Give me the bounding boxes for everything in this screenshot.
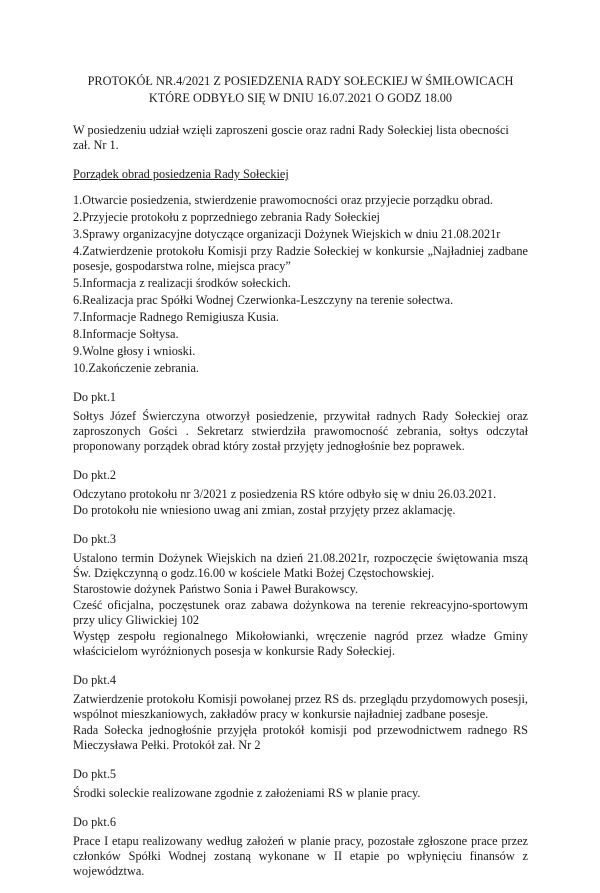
section-pkt-6	[73, 815, 528, 879]
section-heading: Do pkt.5	[73, 767, 117, 781]
section-paragraph: Odczytano protokołu nr 3/2021 z posiedzenia RS które odbyło się w dniu 26.03.2021.	[73, 487, 497, 501]
agenda-item: 1.Otwarcie posiedzenia, stwierdzenie prawomocności oraz przyjecie porządku obrad.	[73, 193, 493, 207]
agenda-item: 9.Wolne głosy i wnioski.	[73, 344, 196, 358]
intro-paragraph: W posiedzeniu udział wzięli zaproszeni goscie oraz radni Rady Sołeckiej lista obecności zał. Nr 1.	[73, 123, 509, 152]
document-page	[73, 73, 528, 893]
title-line-1: PROTOKÓŁ NR.4/2021 Z POSIEDZENIA RADY SOŁECKIEJ W ŚMIŁOWICACH	[87, 74, 514, 88]
section-paragraph: Do protokołu nie wniesiono uwag ani zmian, został przyjęty przez aklamację.	[73, 503, 456, 517]
section-heading: Do pkt.2	[73, 468, 117, 482]
agenda-item: 8.Informacje Sołtysa.	[73, 327, 179, 341]
section-paragraph: Cześć oficjalna, poczęstunek oraz zabawa dożynkowa na terenie rekreacyjno-sportowym przy ulicy Gliwickiej 102	[73, 598, 528, 627]
agenda-item: 5.Informacja z realizacji środków sołeckich.	[73, 276, 291, 290]
section-paragraph: Rada Sołecka jednogłośnie przyjęła protokół komisji pod przewodnictwem radnego RS Mieczysława Pełki. Protokół zał. Nr 2	[73, 723, 528, 752]
section-heading: Do pkt.4	[73, 673, 117, 687]
minutes-sections	[73, 390, 528, 879]
section-paragraph: Sołtys Józef Świerczyna otworzył posiedzenie, przywitał radnych Rady Sołeckiej oraz zaproszonych Gości . Sekretarz stwierdziła prawomocność zebrania, sołtys odczytał proponowany porządek obrad który został przyjęty jednogłośnie bez poprawek.	[73, 409, 528, 453]
section-paragraph: Zatwierdzenie protokołu Komisji powołanej przez RS ds. przeglądu przydomowych posesji, wspólnot mieszkaniowych, zakładów pracy w konkursie najładniej zadbane posesje.	[73, 692, 528, 721]
agenda-list	[73, 193, 528, 376]
section-pkt-3	[73, 532, 528, 659]
section-pkt-2	[73, 468, 528, 518]
section-paragraph: Środki soleckie realizowane zgodnie z założeniami RS w planie pracy.	[73, 786, 421, 800]
section-paragraph: Starostowie dożynek Państwo Sonia i Paweł Burakowscy.	[73, 582, 359, 596]
agenda-item: 3.Sprawy organizacyjne dotyczące organizacji Dożynek Wiejskich w dniu 21.08.2021r	[73, 227, 501, 241]
section-pkt-5	[73, 767, 528, 801]
document-title	[73, 73, 528, 107]
section-paragraph: Ustalono termin Dożynek Wiejskich na dzień 21.08.2021r, rozpoczęcie świętowania mszą Św. Dziękczynną o godz.16.00 w kościele Matki Bożej Częstochowskiej.	[73, 551, 528, 580]
agenda-item: 6.Realizacja prac Spółki Wodnej Czerwionka-Leszczyny na terenie sołectwa.	[73, 293, 454, 307]
section-paragraph: Prace I etapu realizowany według założeń w planie pracy, pozostałe zgłoszone prace przez członków Spółki Wodnej zostaną wykonane w II etapie po wpłynięciu finansów z województwa.	[73, 834, 528, 878]
section-heading: Do pkt.3	[73, 532, 117, 546]
section-pkt-1	[73, 390, 528, 454]
section-heading: Do pkt.1	[73, 390, 117, 404]
section-pkt-4	[73, 673, 528, 753]
section-paragraph: Występ zespołu regionalnego Mikołowianki, wręczenie nagród przez władze Gminy właścicielom wyróżnionych posesja w konkursie Rady Sołeckiej.	[73, 629, 528, 658]
section-heading: Do pkt.6	[73, 815, 117, 829]
agenda-heading: Porządek obrad posiedzenia Rady Sołeckiej	[73, 167, 289, 181]
agenda-item: 10.Zakończenie zebrania.	[73, 361, 199, 375]
title-line-2: KTÓRE ODBYŁO SIĘ W DNIU 16.07.2021 O GODZ 18.00	[148, 91, 453, 105]
agenda-item: 2.Przyjecie protokołu z poprzedniego zebrania Rady Sołeckiej	[73, 210, 380, 224]
agenda-item: 4.Zatwierdzenie protokołu Komisji przy Radzie Sołeckiej w konkursie „Najładniej zadbane posesje, gospodarstwa rolne, miejsca pracy”	[73, 244, 528, 273]
agenda-item: 7.Informacje Radnego Remigiusza Kusia.	[73, 310, 279, 324]
